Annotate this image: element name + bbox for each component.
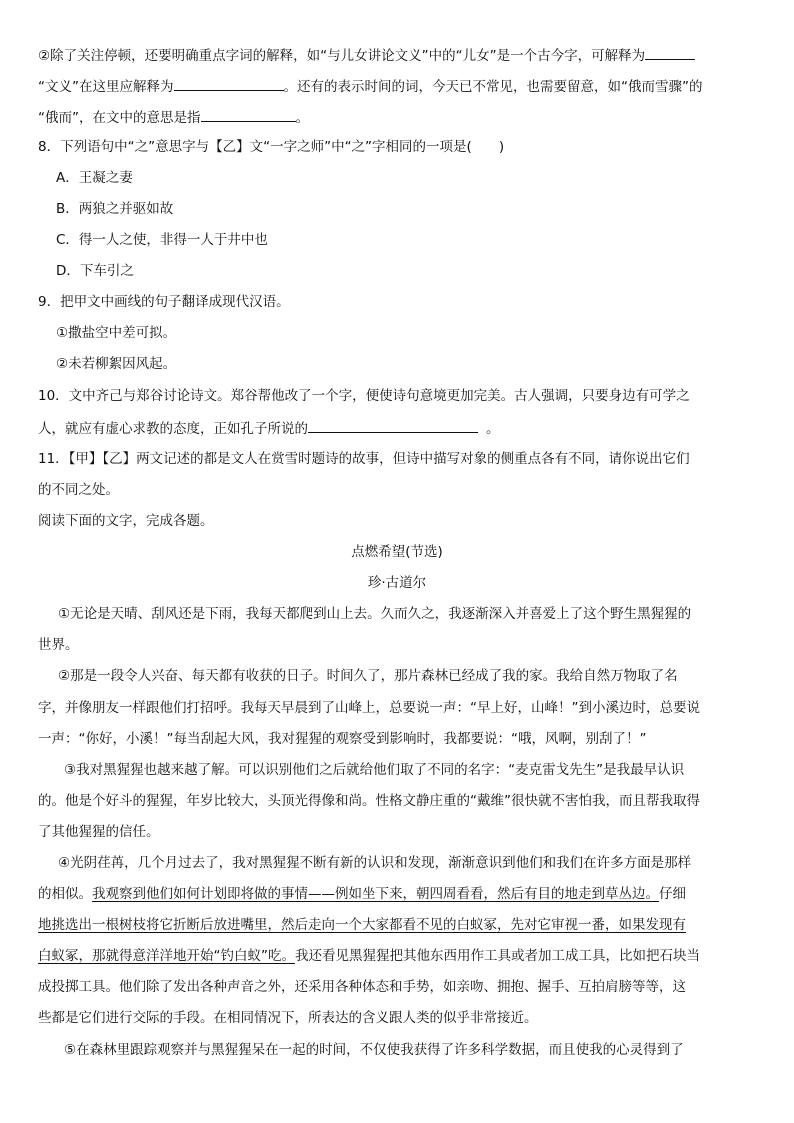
q10-line2: 人，就应有虚心求教的态度，正如孔子所说的 。 xyxy=(38,417,500,439)
reading-intro: 阅读下面的文字，完成各题。 xyxy=(38,513,214,529)
paragraph-4-line: ④光阴荏苒，几个月过去了，我对黑猩猩不断有新的认识和发现，渐渐意识到他们和我们在许多方面是那样 xyxy=(58,855,692,871)
paragraph-3-line: 了其他猩猩的信任。 xyxy=(38,824,160,840)
paragraph-4-line: 白蚁冢，那就得意洋洋地开始“钓白蚁”吃。我还看见黑猩猩把其他东西用作工具或者加工成工具，比如把石块当 xyxy=(38,948,700,964)
q10-line1: 10．文中齐己与郑谷讨论诗文。郑谷帮他改了一个字，便使诗句意境更加完美。古人强调，只要身边有可学之 xyxy=(38,388,690,404)
paragraph-4-line xyxy=(38,915,686,935)
paragraph-5-line: ⑤在森林里跟踪观察并与黑猩猩呆在一起的时间，不仅使我获得了许多科学数据，而且使我的心灵得到了 xyxy=(64,1042,684,1058)
q9-stem: 9．把甲文中画线的句子翻译成现代汉语。 xyxy=(38,294,290,310)
q11-line1: 11．【甲】【乙】两文记述的都是文人在赏雪时题诗的故事，但诗中描写对象的侧重点各有不同，请你说出它们 xyxy=(38,451,690,467)
q8-option-c[interactable]: C．得一人之使，非得一人于井中也 xyxy=(56,232,268,248)
paragraph-3-line: 的。他是个好斗的猩猩，年岁比较大，头顶光得像和尚。性格文静庄重的“戴维”很快就不害怕我，而且帮我取得 xyxy=(38,793,700,809)
passage-title: 点燃希望(节选) xyxy=(351,544,443,560)
answer-blank[interactable] xyxy=(645,44,695,60)
paragraph-2-line: 一声：“你好，小溪！”每当刮起大风，我对猩猩的观察受到影响时，我都要说：“哦，风啊，别刮了！” xyxy=(38,731,647,747)
q8-option-a[interactable]: A．王凝之妻 xyxy=(56,170,133,186)
q9-item-2: ②未若柳絮因风起。 xyxy=(56,356,177,372)
paragraph-4-line: 成投掷工具。他们除了发出各种声音之外，还采用各种体态和手势，如亲吻、拥抱、握手、互拍肩膀等等，这 xyxy=(38,979,686,995)
q7-part2-line2: “文义”在这里应解释为 。还有的表示时间的词，今天已不常见，也需要留意，如“俄而雪骤”的 xyxy=(38,75,703,97)
paragraph-1-line: 世界。 xyxy=(38,637,79,653)
q9-item-1: ①撒盐空中差可拟。 xyxy=(56,325,177,341)
paragraph-2-line: ②那是一段令人兴奋、每天都有收获的日子。时间久了，那片森林已经成了我的家。我给自然万物取了名 xyxy=(58,668,678,684)
paragraph-4-line: 的相似。我观察到他们如何计划即将做的事情——例如坐下来，朝四周看看，然后有目的地走到草丛边。仔细 xyxy=(38,886,686,902)
answer-blank[interactable] xyxy=(174,75,284,91)
answer-blank[interactable] xyxy=(308,417,478,433)
q11-line2: 的不同之处。 xyxy=(38,482,119,498)
q8-option-b[interactable]: B．两狼之并驱如故 xyxy=(56,201,174,217)
passage-author: 珍·古道尔 xyxy=(367,575,427,591)
q7-part2-line3: “俄而”，在文中的意思是指 。 xyxy=(38,106,309,128)
underlined-sentence: 我观察到他们如何计划即将做的事情——例如坐下来，朝四周看看，然后有目的地走到草丛边。 xyxy=(92,886,659,902)
paragraph-4-line: 些都是它们进行交际的手段。在相同情况下，所表达的含义跟人类的似乎非常接近。 xyxy=(38,1010,538,1026)
underlined-sentence: 白蚁冢，那就得意洋洋地开始“钓白蚁”吃。 xyxy=(38,948,295,964)
paragraph-2-line: 字，并像朋友一样跟他们打招呼。我每天早晨到了山峰上，总要说一声：“早上好，山峰！”到小溪边时，总要说 xyxy=(38,700,700,716)
q7-part2-line1: ②除了关注停顿，还要明确重点字词的解释，如“与儿女讲论文义”中的“儿女”是一个古今字，可解释为 xyxy=(38,44,695,66)
q8-stem: 8．下列语句中“之”意思字与【乙】文“一字之师”中“之”字相同的一项是( ) xyxy=(38,139,505,155)
q8-option-d[interactable]: D．下车引之 xyxy=(56,263,134,279)
underlined-sentence: 地挑选出一根树枝将它折断后放进嘴里，然后走向一个大家都看不见的白蚁冢，先对它审视一番，如果发现有 xyxy=(38,917,686,933)
paragraph-1-line: ①无论是天晴、刮风还是下雨，我每天都爬到山上去。久而久之，我逐渐深入并喜爱上了这个野生黑猩猩的 xyxy=(58,606,692,622)
paragraph-3-line: ③我对黑猩猩也越来越了解。可以识别他们之后就给他们取了不同的名字：“麦克雷戈先生”是我最早认识 xyxy=(64,762,685,778)
answer-blank[interactable] xyxy=(201,106,296,122)
